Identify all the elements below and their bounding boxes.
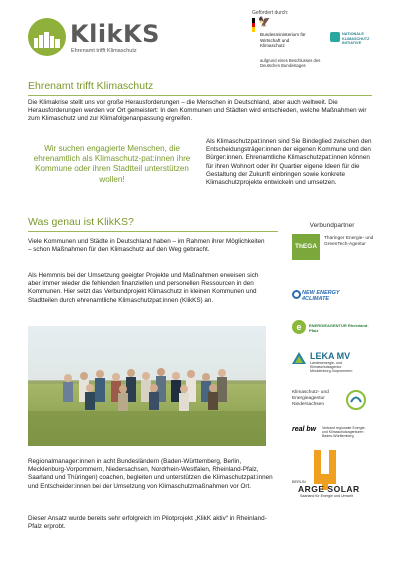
paragraph-1: Viele Kommunen und Städte in Deutschland haben – im Rahmen ihrer Möglichkeiten – schon Maßnahmen für den Klimaschutz auf den Weg gebracht.: [28, 238, 265, 254]
ministry-logo: [252, 18, 308, 54]
energie-name: ENERGIEAGENTUR Rheinland-Pfalz: [309, 323, 369, 333]
funding-block: [252, 10, 392, 72]
realbw-name: real bw: [292, 426, 317, 433]
partners-label: Verbundpartner: [309, 222, 355, 229]
klikks-logo: [28, 18, 158, 58]
section-divider: [28, 231, 278, 232]
logo-city-icon: [28, 18, 66, 56]
funding-label: Gefördert durch:: [252, 10, 289, 16]
page-header: [0, 0, 400, 70]
realbw-subtitle: Verband regionaler Energie- und Klimaschutzagenturen Baden-Württemberg: [322, 426, 366, 439]
leka-name: LEKA MV: [310, 351, 351, 361]
ministry-name: Bundesministerium für Wirtschaft und Klimaschutz: [260, 32, 306, 49]
callout-quote: Wir suchen engagierte Menschen, die ehrenamtlich als Klimaschutz-pat:innen ihre Kommune oder ihren Stadtteil unterstützen wollen!: [33, 144, 191, 184]
paragraph-2: Als Hemmnis bei der Umsetzung geeigter Projekte und Maßnahmen erweisen sich aber immer wieder die fehlenden finanziellen und personellen Ressourcen in den Kommunen. Hier setzt das Verbundprojekt Klimaschutz in kleinen Kommunen und Stadtteilen durch ehrenamtliche Klimaschutzpat:innen (KlikKS) an.: [28, 272, 259, 304]
kean-icon: [346, 390, 366, 410]
nki-name: NATIONALE KLIMASCHUTZ INITIATIVE: [342, 32, 370, 45]
partner-thega: [292, 234, 378, 262]
nki-logo: [330, 32, 386, 50]
leka-icon: [292, 352, 306, 366]
nec-name: NEW ENERGY 4CLIMATE: [302, 290, 340, 302]
energie-icon: e: [292, 320, 306, 334]
logo-wordmark: KlikKS: [70, 20, 160, 48]
partner-kean: [292, 390, 378, 414]
partner-energieagentur-rlp: [292, 320, 378, 338]
berlin-label: BERLIN: [292, 480, 306, 484]
nki-icon: [330, 32, 340, 42]
thega-logo: ThEGA: [292, 234, 320, 260]
nec-icon: [292, 290, 301, 299]
german-flag-icon: [252, 18, 255, 32]
partner-realbw: [292, 426, 378, 444]
funding-note: aufgrund eines Beschlusses des Deutschen Bundestages: [260, 58, 321, 68]
leka-subtitle: Landesenergie- und Klimaschutzagentur Mecklenburg-Vorpommern: [310, 361, 353, 374]
partner-arge-solar: [292, 484, 378, 504]
kean-name: Klimaschutz- und Energieagentur Niedersachsen: [292, 390, 329, 407]
paragraph-4: Dieser Ansatz wurde bereits sehr erfolgreich im Pilotprojekt „KlikK aktiv“ in Rheinland-Pfalz erprobt.: [28, 515, 267, 531]
section-divider: [28, 95, 372, 96]
partner-column: [286, 222, 378, 562]
arge-subtitle: Saarland für Energie und Umwelt: [300, 494, 353, 498]
paragraph-3: Regionalmanager:innen in acht Bundesländern (Baden-Württemberg, Berlin, Mecklenburg-Vorpommern, Niedersachsen, Nordrhein-Westfalen, Rheinland-Pfalz, Saarland und Thüringen) coachen, begleiten und unterstützen die Klimaschutzpat:innen und Entscheider:innen bei der Umsetzung von Klimaschutzmaßnahmen vor Ort.: [28, 458, 273, 490]
pat-description: Als Klimaschutzpat:innen sind Sie Bindeglied zwischen den Entscheidungsträger:innen der eigenen Kommune und den Bürger:innen. Ehrenamtliche Klimaschutzpat:innen können für ihren Wohnort oder ihr Quartier eigene Ideen für die Gestaltung der Zukunft einbringen sowie konkrete Klimaschutzprojekte entwickeln und umsetzen.: [206, 138, 372, 187]
eagle-icon: 🦅: [258, 17, 271, 28]
logo-tagline: Ehrenamt trifft Klimaschutz: [71, 48, 137, 54]
thega-name: Thüringer Energie- und GreenTech-Agentur: [324, 236, 374, 247]
partner-nec: [292, 288, 378, 304]
group-photo: [28, 326, 266, 446]
arge-name: ARGE SOLAR: [298, 484, 360, 494]
intro-paragraph: Die Klimakrise stellt uns vor große Herausforderungen – die Menschen in Deutschland, aber auch weltweit. Die Herausforderungen werden vor Ort gemeistert: In den Kommunen und Städten wird entschieden, welche Maßnahmen wir zum Klimaschutz und zur Klimafolgenanpassung ergreifen.: [28, 99, 367, 123]
partner-leka: [292, 352, 378, 376]
section-title-ehrenamt: Ehrenamt trifft Klimaschutz: [28, 80, 154, 92]
section-title-klikks: Was genau ist KlikKS?: [28, 216, 134, 228]
